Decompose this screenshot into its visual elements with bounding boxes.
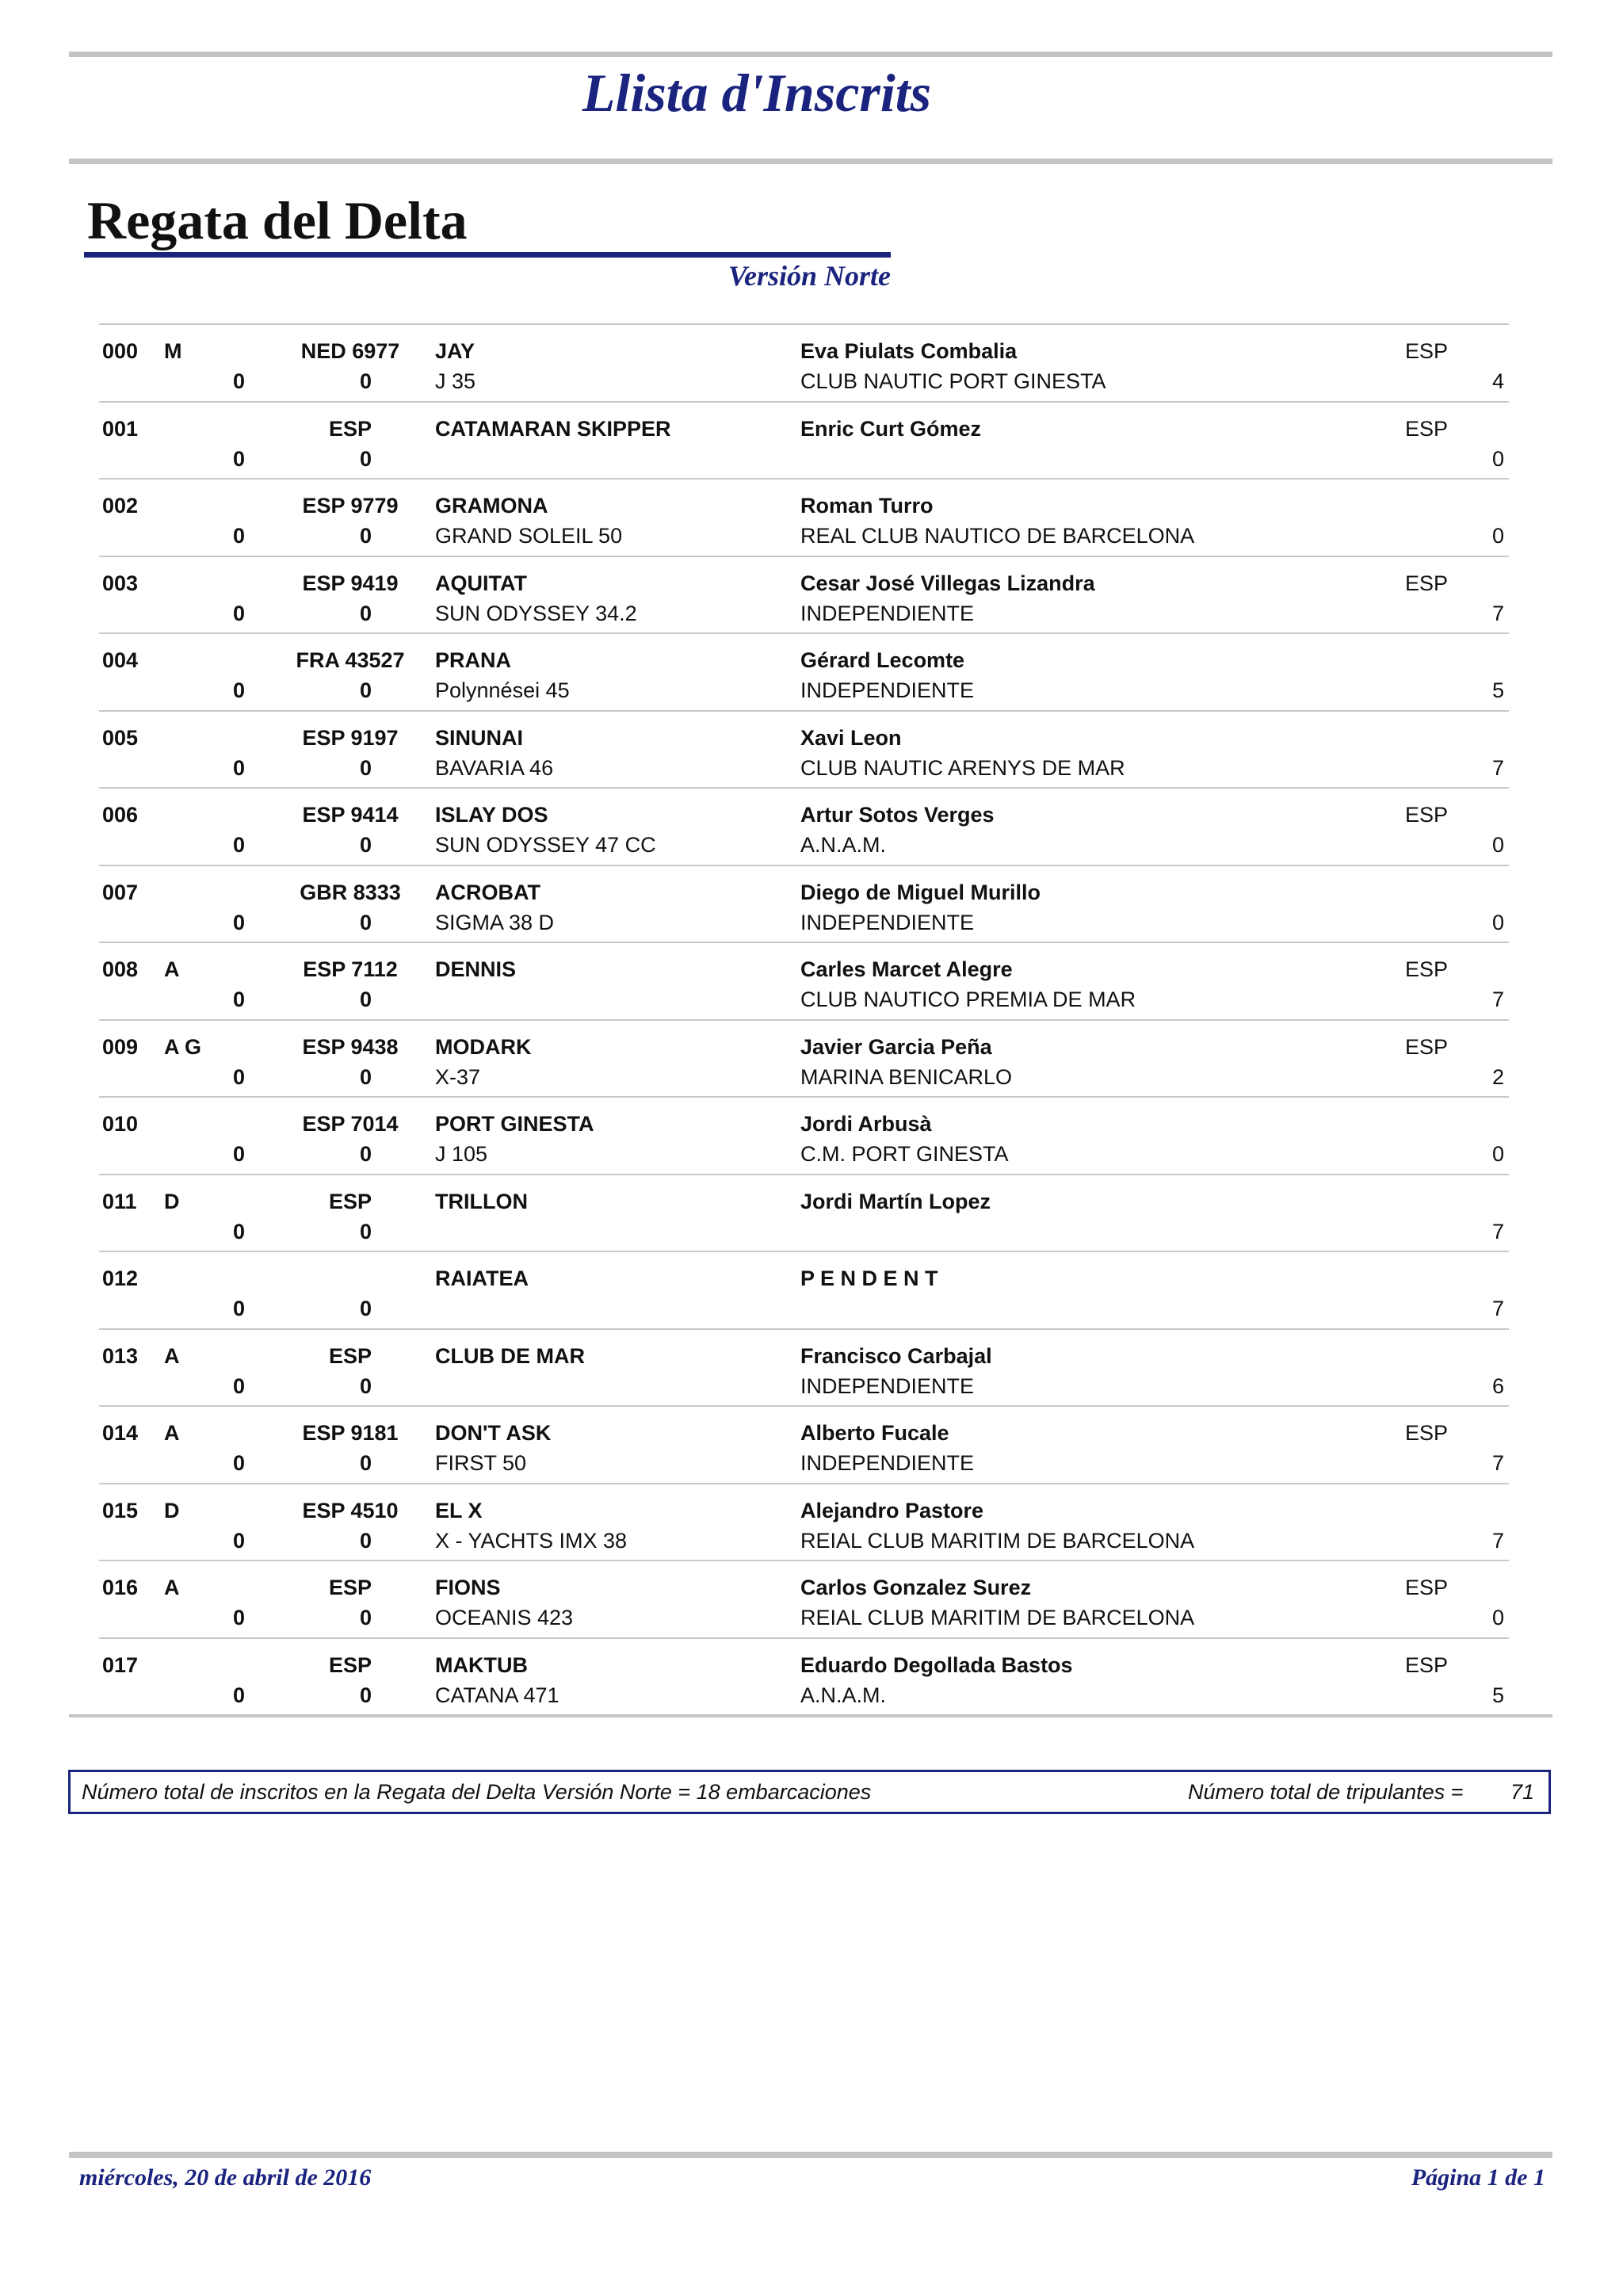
- entry-skipper: Enric Curt Gómez: [800, 416, 982, 441]
- entry-sail-number: ESP 9197: [302, 725, 399, 750]
- entry-number: 012: [102, 1266, 139, 1290]
- entry-crew-count: 5: [1491, 678, 1504, 702]
- entry-class: D: [164, 1498, 180, 1522]
- entry-row: [99, 943, 1509, 1021]
- entry-nationality: ESP: [1405, 1576, 1449, 1599]
- entry-rating-2: 0: [359, 1064, 372, 1089]
- entry-row: [99, 634, 1509, 712]
- entry-club: A.N.A.M.: [800, 833, 887, 857]
- entry-rating-1: 0: [232, 446, 245, 471]
- entry-club: INDEPENDIENTE: [800, 1373, 975, 1398]
- footer-rule: [69, 2152, 1552, 2158]
- entry-skipper: Alejandro Pastore: [800, 1498, 984, 1522]
- entry-boat-name: JAY: [435, 339, 475, 363]
- entry-skipper: Roman Turro: [800, 494, 934, 518]
- entry-boat-name: MAKTUB: [435, 1652, 528, 1677]
- entry-row: [99, 1484, 1509, 1562]
- entry-number: 001: [102, 416, 139, 441]
- entry-club: REIAL CLUB MARITIM DE BARCELONA: [800, 1528, 1195, 1553]
- entry-number: 006: [102, 803, 139, 827]
- entry-rating-1: 0: [232, 755, 245, 780]
- entry-sail-number: FRA 43527: [296, 648, 405, 672]
- entry-row: [99, 1639, 1509, 1717]
- entry-row: [99, 789, 1509, 866]
- entry-club: INDEPENDIENTE: [800, 601, 975, 625]
- entry-crew-count: 7: [1491, 755, 1504, 780]
- entry-boat-model: GRAND SOLEIL 50: [435, 524, 623, 548]
- entry-boat-name: GRAMONA: [435, 494, 548, 518]
- entry-boat-name: EL X: [435, 1498, 483, 1522]
- list-bottom-rule: [69, 1714, 1552, 1717]
- entry-class: A: [164, 1421, 180, 1445]
- total-entries-text: Número total de inscritos en la Regata del Delta Versión Norte = 18 embarcaciones: [82, 1780, 872, 1804]
- entry-number: 007: [102, 880, 139, 904]
- entry-boat-model: FIRST 50: [435, 1451, 527, 1475]
- footer-date: miércoles, 20 de abril de 2016: [79, 2164, 372, 2191]
- entry-nationality: ESP: [1405, 416, 1449, 441]
- entry-row: [99, 1021, 1509, 1098]
- entry-rating-2: 0: [359, 1297, 372, 1320]
- entry-boat-model: OCEANIS 423: [435, 1606, 574, 1629]
- total-crew-label: Número total de tripulantes =: [1188, 1780, 1464, 1804]
- entry-boat-name: SINUNAI: [435, 725, 524, 750]
- entry-rating-2: 0: [359, 1606, 372, 1629]
- total-crew-value: 71: [1510, 1780, 1534, 1804]
- entry-row: [99, 479, 1509, 557]
- entry-rating-1: 0: [232, 1606, 245, 1629]
- entry-crew-count: 0: [1491, 833, 1504, 857]
- entry-crew-count: 7: [1491, 1297, 1504, 1320]
- entry-number: 008: [102, 957, 139, 981]
- entry-class: A G: [164, 1034, 201, 1059]
- entry-number: 014: [102, 1421, 139, 1445]
- entry-class: A: [164, 1343, 180, 1368]
- entry-crew-count: 0: [1491, 910, 1504, 934]
- entry-sail-number: ESP 7014: [302, 1112, 399, 1136]
- entry-row: [99, 557, 1509, 635]
- entry-club: CLUB NAUTICO PREMIA DE MAR: [800, 988, 1136, 1011]
- entry-skipper: Eva Piulats Combalia: [800, 339, 1018, 363]
- entry-skipper: Xavi Leon: [800, 725, 902, 750]
- entry-sail-number: ESP: [328, 1652, 372, 1677]
- entry-class: D: [164, 1189, 180, 1213]
- top-rule: [69, 52, 1552, 57]
- entry-club: A.N.A.M.: [800, 1683, 887, 1707]
- entry-club: INDEPENDIENTE: [800, 678, 975, 702]
- entry-boat-name: DENNIS: [435, 957, 517, 981]
- entry-number: 005: [102, 725, 139, 750]
- entry-sail-number: ESP: [328, 1189, 372, 1213]
- footer-page-number: Página 1 de 1: [1411, 2164, 1545, 2191]
- entry-rating-1: 0: [232, 601, 245, 625]
- document-title: Llista d'Inscrits: [582, 63, 932, 123]
- entry-crew-count: 0: [1491, 524, 1504, 548]
- entry-boat-name: PRANA: [435, 648, 512, 672]
- entry-rating-2: 0: [359, 601, 372, 625]
- summary-box: [68, 1770, 1551, 1814]
- header-rule: [69, 159, 1552, 164]
- entry-row: [99, 1561, 1509, 1639]
- entry-boat-name: RAIATEA: [435, 1266, 529, 1290]
- entry-rating-2: 0: [359, 833, 372, 857]
- entry-skipper: Cesar José Villegas Lizandra: [800, 571, 1095, 595]
- entry-boat-name: CLUB DE MAR: [435, 1343, 585, 1368]
- entry-row: [99, 866, 1509, 944]
- entry-rating-1: 0: [232, 1297, 245, 1320]
- entry-nationality: ESP: [1405, 1652, 1449, 1677]
- entry-class: M: [164, 339, 182, 363]
- entry-boat-model: SUN ODYSSEY 47 CC: [435, 833, 656, 857]
- entry-crew-count: 5: [1491, 1683, 1504, 1707]
- entry-nationality: ESP: [1405, 803, 1449, 827]
- entry-crew-count: 0: [1491, 1606, 1504, 1629]
- entry-skipper: P E N D E N T: [800, 1266, 938, 1290]
- entry-rating-2: 0: [359, 524, 372, 548]
- entry-club: MARINA BENICARLO: [800, 1064, 1013, 1089]
- entry-skipper: Jordi Arbusà: [800, 1112, 932, 1136]
- entry-number: 000: [102, 339, 139, 363]
- entry-sail-number: ESP 9181: [302, 1421, 399, 1445]
- entry-crew-count: 2: [1491, 1064, 1504, 1089]
- entry-club: CLUB NAUTIC PORT GINESTA: [800, 369, 1106, 393]
- entry-crew-count: 0: [1491, 446, 1504, 471]
- entry-sail-number: ESP 9779: [302, 494, 399, 518]
- entry-club: INDEPENDIENTE: [800, 1451, 975, 1475]
- entry-skipper: Javier Garcia Peña: [800, 1034, 992, 1059]
- entry-rating-1: 0: [232, 524, 245, 548]
- event-subtitle: Versión Norte: [727, 260, 891, 292]
- entry-row: [99, 403, 1509, 480]
- entry-boat-model: BAVARIA 46: [435, 755, 554, 780]
- entry-crew-count: 4: [1491, 369, 1504, 393]
- entry-rating-2: 0: [359, 678, 372, 702]
- entry-sail-number: NED 6977: [300, 339, 400, 363]
- entry-boat-name: PORT GINESTA: [435, 1112, 594, 1136]
- entry-rating-1: 0: [232, 369, 245, 393]
- entry-rating-2: 0: [359, 1219, 372, 1244]
- entry-row: [99, 325, 1509, 403]
- entry-sail-number: ESP 9419: [302, 571, 399, 595]
- entry-rating-2: 0: [359, 1451, 372, 1475]
- entry-skipper: Carles Marcet Alegre: [800, 957, 1013, 981]
- entry-nationality: ESP: [1405, 1034, 1449, 1059]
- entry-rating-2: 0: [359, 1683, 372, 1707]
- entry-rating-1: 0: [232, 1683, 245, 1707]
- entry-boat-name: MODARK: [435, 1034, 532, 1059]
- entry-rating-2: 0: [359, 446, 372, 471]
- entry-rating-1: 0: [232, 1373, 245, 1398]
- entry-rating-1: 0: [232, 1142, 245, 1166]
- entry-rating-1: 0: [232, 1451, 245, 1475]
- entry-number: 016: [102, 1576, 139, 1599]
- entry-rating-2: 0: [359, 1142, 372, 1166]
- entry-crew-count: 7: [1491, 988, 1504, 1011]
- entry-row: [99, 1175, 1509, 1253]
- entry-skipper: Jordi Martín Lopez: [800, 1189, 991, 1213]
- entry-boat-model: Polynnései 45: [435, 678, 570, 702]
- entry-row: [99, 712, 1509, 789]
- entry-skipper: Francisco Carbajal: [800, 1343, 992, 1368]
- entry-boat-name: TRILLON: [435, 1189, 528, 1213]
- entry-number: 002: [102, 494, 139, 518]
- entry-boat-model: J 105: [435, 1142, 488, 1166]
- entry-rating-2: 0: [359, 1528, 372, 1553]
- entry-club: CLUB NAUTIC ARENYS DE MAR: [800, 755, 1125, 780]
- entry-boat-name: DON'T ASK: [435, 1421, 552, 1445]
- entry-boat-model: SIGMA 38 D: [435, 910, 555, 934]
- entry-boat-model: J 35: [435, 369, 476, 393]
- entry-row: [99, 1098, 1509, 1175]
- entry-number: 017: [102, 1652, 139, 1677]
- entry-class: A: [164, 1576, 180, 1599]
- entry-skipper: Diego de Miguel Murillo: [800, 880, 1041, 904]
- entry-club: REIAL CLUB MARITIM DE BARCELONA: [800, 1606, 1195, 1629]
- entry-number: 009: [102, 1034, 139, 1059]
- entry-rating-2: 0: [359, 910, 372, 934]
- entry-boat-name: ACROBAT: [435, 880, 540, 904]
- entry-nationality: ESP: [1405, 571, 1449, 595]
- entry-boat-model: SUN ODYSSEY 34.2: [435, 601, 637, 625]
- entry-crew-count: 0: [1491, 1142, 1504, 1166]
- entry-number: 011: [102, 1189, 137, 1213]
- entry-crew-count: 7: [1491, 1528, 1504, 1553]
- entry-sail-number: ESP 9438: [302, 1034, 399, 1059]
- entry-club: INDEPENDIENTE: [800, 910, 975, 934]
- entry-skipper: Gérard Lecomte: [800, 648, 965, 672]
- entry-nationality: ESP: [1405, 339, 1449, 363]
- entry-number: 010: [102, 1112, 139, 1136]
- entry-row: [99, 1252, 1509, 1330]
- entry-row: [99, 1330, 1509, 1408]
- entry-club: REAL CLUB NAUTICO DE BARCELONA: [800, 524, 1195, 548]
- entry-nationality: ESP: [1405, 957, 1449, 981]
- entry-crew-count: 7: [1491, 601, 1504, 625]
- entry-boat-name: AQUITAT: [435, 571, 527, 595]
- entries-list: [99, 323, 1509, 1716]
- entry-rating-1: 0: [232, 1528, 245, 1553]
- entry-row: [99, 1407, 1509, 1484]
- entry-boat-name: CATAMARAN SKIPPER: [435, 416, 671, 441]
- entry-rating-1: 0: [232, 1219, 245, 1244]
- entry-rating-2: 0: [359, 369, 372, 393]
- entry-rating-1: 0: [232, 833, 245, 857]
- entry-number: 015: [102, 1498, 139, 1522]
- entry-skipper: Artur Sotos Verges: [800, 803, 995, 827]
- entry-rating-1: 0: [232, 910, 245, 934]
- entry-sail-number: ESP 4510: [302, 1498, 399, 1522]
- entry-class: A: [164, 957, 180, 981]
- entry-number: 004: [102, 648, 139, 672]
- entry-sail-number: ESP: [328, 416, 372, 441]
- entry-club: C.M. PORT GINESTA: [800, 1142, 1009, 1166]
- entry-sail-number: ESP: [328, 1576, 372, 1599]
- entry-sail-number: ESP 9414: [302, 803, 399, 827]
- entry-boat-model: CATANA 471: [435, 1683, 559, 1707]
- entry-rating-1: 0: [232, 988, 245, 1011]
- entry-crew-count: 7: [1491, 1219, 1504, 1244]
- entry-number: 003: [102, 571, 139, 595]
- entry-boat-model: X-37: [435, 1064, 481, 1089]
- entry-skipper: Eduardo Degollada Bastos: [800, 1652, 1073, 1677]
- entry-boat-name: FIONS: [435, 1576, 501, 1599]
- entry-boat-model: X - YACHTS IMX 38: [435, 1528, 628, 1553]
- event-title: Regata del Delta: [87, 190, 468, 250]
- entry-crew-count: 6: [1491, 1373, 1504, 1398]
- entry-sail-number: ESP: [328, 1343, 372, 1368]
- entry-number: 013: [102, 1343, 139, 1368]
- entry-rating-2: 0: [359, 755, 372, 780]
- entry-rating-1: 0: [232, 1064, 245, 1089]
- entry-crew-count: 7: [1491, 1451, 1504, 1475]
- entry-sail-number: GBR 8333: [300, 880, 401, 904]
- entry-rating-2: 0: [359, 1373, 372, 1398]
- entry-skipper: Carlos Gonzalez Surez: [800, 1576, 1032, 1599]
- entry-boat-name: ISLAY DOS: [435, 803, 548, 827]
- entry-rating-2: 0: [359, 988, 372, 1011]
- entry-sail-number: ESP 7112: [303, 957, 398, 981]
- entry-rating-1: 0: [232, 678, 245, 702]
- entry-skipper: Alberto Fucale: [800, 1421, 949, 1445]
- entry-nationality: ESP: [1405, 1421, 1449, 1445]
